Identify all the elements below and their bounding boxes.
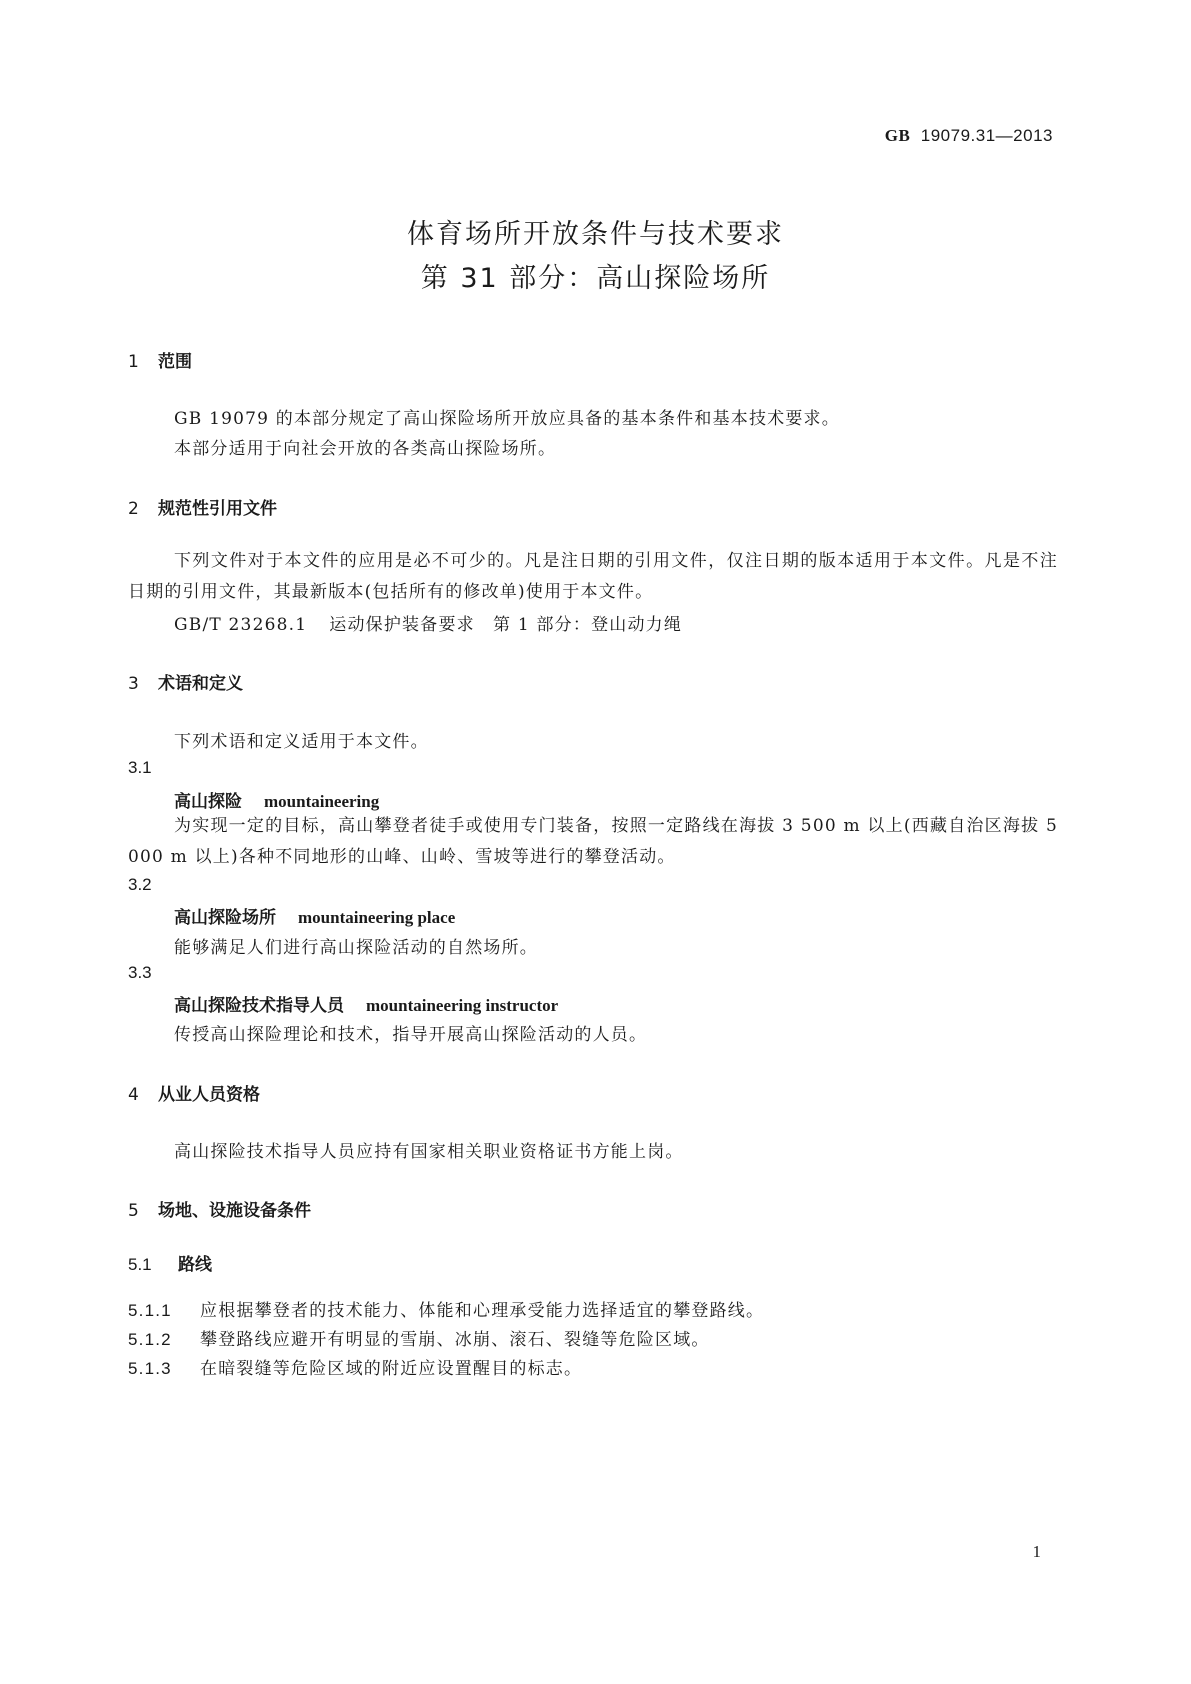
section-1-paragraph-2: 本部分适用于向社会开放的各类高山探险场所。 bbox=[174, 439, 557, 459]
term-definition: 为实现一定的目标，高山攀登者徒手或使用专门装备，按照一定路线在海拔 3 500 m 以上(西藏自治区海拔 5 000 m 以上)各种不同地形的山峰、山岭、雪坡等进行的攀登活动。 bbox=[128, 816, 1058, 867]
section-title: 从业人员资格 bbox=[158, 1085, 260, 1105]
section-2-heading bbox=[128, 494, 277, 519]
section-1-heading bbox=[128, 347, 192, 372]
term-en: mountaineering instructor bbox=[366, 996, 559, 1015]
section-5-heading bbox=[128, 1196, 311, 1221]
clause-number: 5.1.2 bbox=[128, 1330, 172, 1349]
clause-text: 攀登路线应避开有明显的雪崩、冰崩、滚石、裂缝等危险区域。 bbox=[200, 1330, 710, 1350]
term-definition: 传授高山探险理论和技术，指导开展高山探险活动的人员。 bbox=[174, 1025, 648, 1045]
clause bbox=[128, 1296, 764, 1321]
document-title-line1: 体育场所开放条件与技术要求 bbox=[407, 219, 784, 250]
term-definition: 能够满足人们进行高山探险活动的自然场所。 bbox=[174, 938, 538, 958]
subsection-title: 路线 bbox=[178, 1255, 212, 1275]
section-title: 术语和定义 bbox=[158, 674, 243, 694]
subsection-5-1-heading bbox=[128, 1250, 212, 1275]
term-zh: 高山探险场所 bbox=[174, 908, 276, 928]
clause bbox=[128, 1354, 582, 1379]
section-number: 2 bbox=[128, 499, 139, 519]
section-number: 3 bbox=[128, 674, 139, 694]
term-en: mountaineering bbox=[264, 792, 380, 811]
section-3-heading bbox=[128, 669, 243, 694]
term-heading bbox=[174, 991, 558, 1016]
section-title: 范围 bbox=[158, 352, 192, 372]
section-title: 规范性引用文件 bbox=[158, 499, 277, 519]
section-number: 5 bbox=[128, 1201, 139, 1221]
term-number: 3.3 bbox=[128, 963, 152, 982]
term-number: 3.1 bbox=[128, 758, 152, 777]
standard-code-prefix: GB bbox=[884, 126, 911, 145]
clause bbox=[128, 1325, 710, 1350]
term-zh: 高山探险 bbox=[174, 792, 242, 812]
clause-text: 在暗裂缝等危险区域的附近应设置醒目的标志。 bbox=[200, 1359, 583, 1379]
standard-code bbox=[885, 126, 1053, 146]
term-heading bbox=[174, 903, 455, 928]
clause-number: 5.1.1 bbox=[128, 1301, 172, 1320]
section-4-heading bbox=[128, 1080, 260, 1105]
section-number: 4 bbox=[128, 1085, 139, 1105]
normative-reference bbox=[174, 610, 682, 635]
subsection-number: 5.1 bbox=[128, 1255, 152, 1274]
section-1-paragraph-1: GB 19079 的本部分规定了高山探险场所开放应具备的基本条件和基本技术要求。 bbox=[174, 409, 840, 429]
section-2-paragraph: 下列文件对于本文件的应用是必不可少的。凡是注日期的引用文件，仅注日期的版本适用于本文件。凡是不注日期的引用文件，其最新版本(包括所有的修改单)使用于本文件。 bbox=[128, 551, 1058, 602]
reference-title: 运动保护装备要求 第 1 部分：登山动力绳 bbox=[329, 615, 683, 635]
term-en: mountaineering place bbox=[298, 908, 456, 927]
section-4-paragraph: 高山探险技术指导人员应持有国家相关职业资格证书方能上岗。 bbox=[174, 1142, 684, 1162]
section-3-intro: 下列术语和定义适用于本文件。 bbox=[174, 732, 429, 752]
reference-code: GB/T 23268.1 bbox=[174, 615, 308, 635]
section-title: 场地、设施设备条件 bbox=[158, 1201, 311, 1221]
term-heading bbox=[174, 787, 379, 812]
section-number: 1 bbox=[128, 352, 139, 372]
term-number: 3.2 bbox=[128, 875, 152, 894]
clause-text: 应根据攀登者的技术能力、体能和心理承受能力选择适宜的攀登路线。 bbox=[200, 1301, 765, 1321]
clause-number: 5.1.3 bbox=[128, 1359, 172, 1378]
term-zh: 高山探险技术指导人员 bbox=[174, 996, 344, 1016]
document-title-line2: 第 31 部分：高山探险场所 bbox=[420, 263, 771, 294]
page-number: 1 bbox=[1032, 1542, 1041, 1561]
standard-code-number: 19079.31—2013 bbox=[920, 126, 1053, 145]
